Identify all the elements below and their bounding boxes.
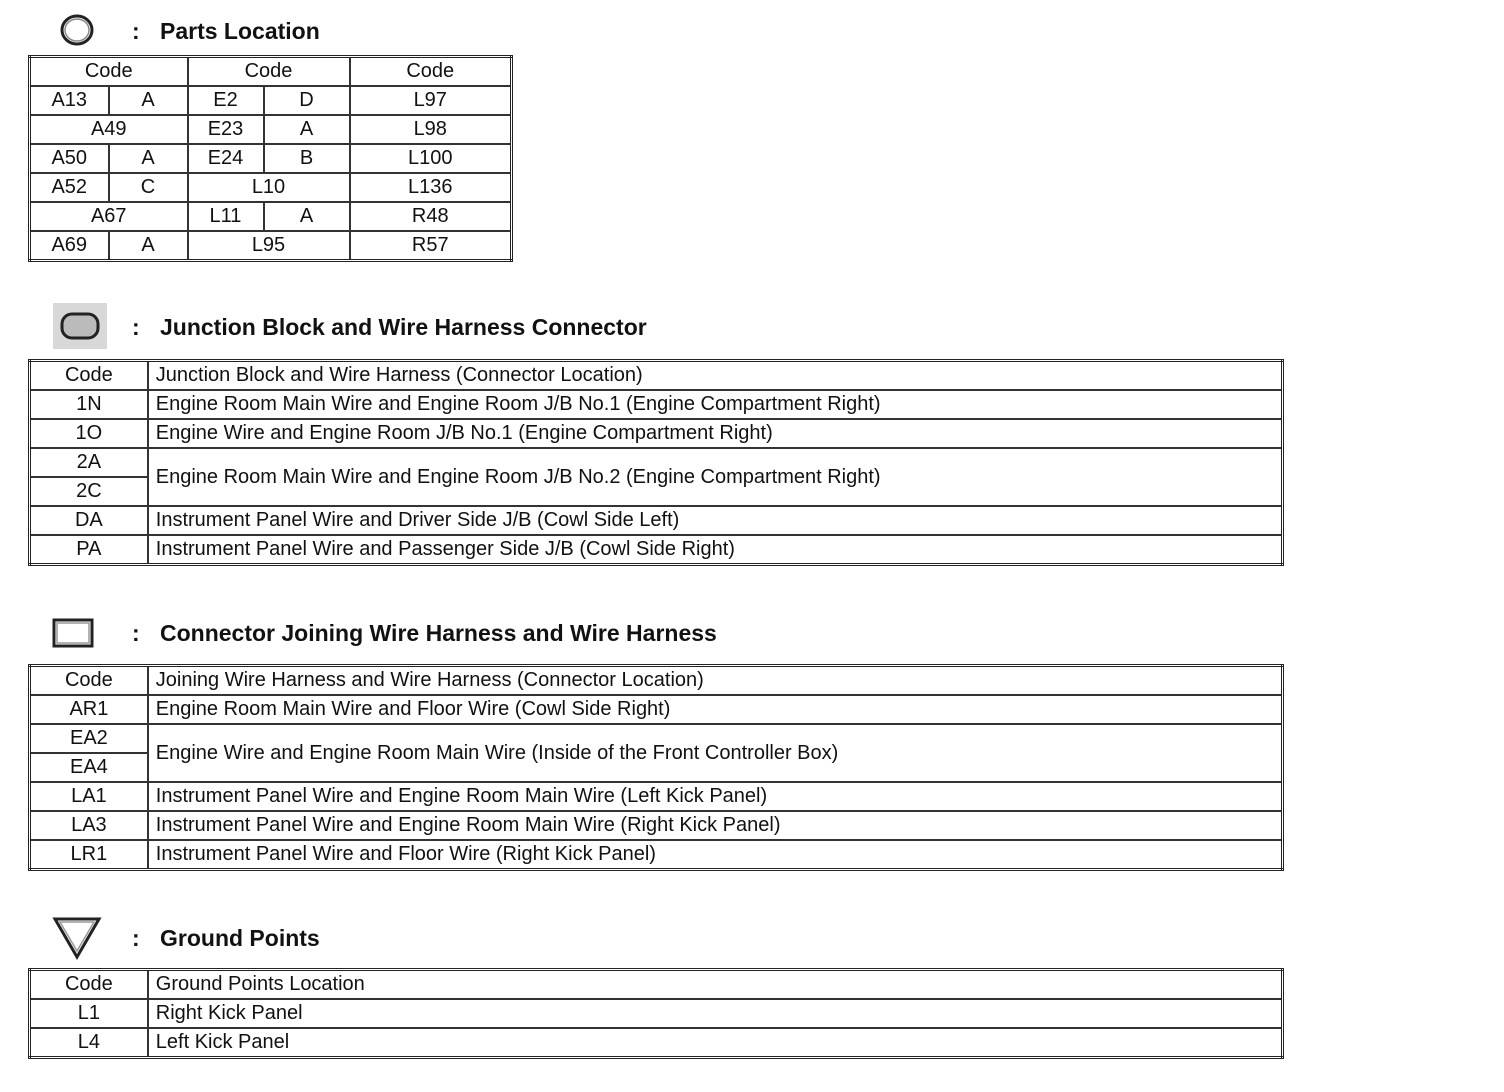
table-row <box>30 535 1283 565</box>
column-header-location: Junction Block and Wire Harness (Connector Location) <box>148 361 1283 391</box>
table-row <box>30 202 512 231</box>
rectangle-icon <box>52 616 96 650</box>
table-row <box>30 86 512 115</box>
variant-cell: A <box>264 115 350 144</box>
code-cell: A52 <box>30 173 109 202</box>
heading-colon: : <box>132 925 140 951</box>
location-cell: Engine Room Main Wire and Floor Wire (Cowl Side Right) <box>148 695 1283 724</box>
code-cell: L97 <box>350 86 512 115</box>
variant-cell: C <box>109 173 188 202</box>
table-header-row <box>30 970 1283 1000</box>
code-cell: A67 <box>30 202 188 231</box>
location-cell: Right Kick Panel <box>148 999 1283 1028</box>
column-header-code: Code <box>30 57 188 87</box>
location-cell: Instrument Panel Wire and Passenger Side J/B (Cowl Side Right) <box>148 535 1283 565</box>
code-cell: L136 <box>350 173 512 202</box>
column-header-code: Code <box>30 970 148 1000</box>
location-cell: Engine Room Main Wire and Engine Room J/B No.1 (Engine Compartment Right) <box>148 390 1283 419</box>
column-header-code: Code <box>30 666 148 696</box>
variant-cell: B <box>264 144 350 173</box>
code-cell: A13 <box>30 86 109 115</box>
table-row <box>30 811 1283 840</box>
table-row <box>30 840 1283 870</box>
code-cell: A49 <box>30 115 188 144</box>
table-row <box>30 724 1283 753</box>
code-cell: DA <box>30 506 148 535</box>
code-cell: E23 <box>188 115 264 144</box>
code-cell: LA1 <box>30 782 148 811</box>
section-title: Ground Points <box>160 925 320 951</box>
column-header-code: Code <box>350 57 512 87</box>
column-header-code: Code <box>30 361 148 391</box>
parts-location-heading <box>0 10 1300 50</box>
section-title: Parts Location <box>160 18 320 44</box>
variant-cell: A <box>109 144 188 173</box>
table-row <box>30 506 1283 535</box>
location-cell: Engine Room Main Wire and Engine Room J/B No.2 (Engine Compartment Right) <box>148 448 1283 506</box>
table-row <box>30 115 512 144</box>
heading-colon: : <box>132 620 140 646</box>
column-header-location: Joining Wire Harness and Wire Harness (Connector Location) <box>148 666 1283 696</box>
location-cell: Instrument Panel Wire and Engine Room Main Wire (Right Kick Panel) <box>148 811 1283 840</box>
table-row <box>30 1028 1283 1058</box>
code-cell: A69 <box>30 231 109 261</box>
column-header-location: Ground Points Location <box>148 970 1283 1000</box>
code-cell: 2A <box>30 448 148 477</box>
table-row <box>30 999 1283 1028</box>
junction-block-heading <box>0 306 1300 346</box>
code-cell: E2 <box>188 86 264 115</box>
code-cell: L1 <box>30 999 148 1028</box>
table-row <box>30 144 512 173</box>
code-cell: LR1 <box>30 840 148 870</box>
code-cell: PA <box>30 535 148 565</box>
rounded-rect-shaded-icon <box>52 302 108 350</box>
circle-icon <box>58 12 96 48</box>
code-cell: L4 <box>30 1028 148 1058</box>
table-header-row <box>30 57 512 87</box>
column-header-code: Code <box>188 57 350 87</box>
heading-colon: : <box>132 314 140 340</box>
code-cell: L11 <box>188 202 264 231</box>
code-cell: EA2 <box>30 724 148 753</box>
code-cell: E24 <box>188 144 264 173</box>
connector-joining-heading <box>0 612 1300 652</box>
location-cell: Engine Wire and Engine Room Main Wire (Inside of the Front Controller Box) <box>148 724 1283 782</box>
table-header-row <box>30 666 1283 696</box>
code-cell: 1O <box>30 419 148 448</box>
code-cell: R48 <box>350 202 512 231</box>
variant-cell: A <box>109 231 188 261</box>
location-cell: Left Kick Panel <box>148 1028 1283 1058</box>
table-row <box>30 231 512 261</box>
code-cell: A50 <box>30 144 109 173</box>
code-cell: 1N <box>30 390 148 419</box>
code-cell: L98 <box>350 115 512 144</box>
junction-block-table <box>28 359 1284 566</box>
table-row <box>30 173 512 202</box>
connector-joining-table <box>28 664 1284 871</box>
table-header-row <box>30 361 1283 391</box>
parts-location-table <box>28 55 513 262</box>
variant-cell: D <box>264 86 350 115</box>
table-row <box>30 390 1283 419</box>
triangle-down-icon <box>52 915 102 961</box>
table-row <box>30 782 1283 811</box>
variant-cell: A <box>109 86 188 115</box>
table-row <box>30 448 1283 477</box>
section-title: Connector Joining Wire Harness and Wire Harness <box>160 620 717 646</box>
location-cell: Engine Wire and Engine Room J/B No.1 (Engine Compartment Right) <box>148 419 1283 448</box>
location-cell: Instrument Panel Wire and Engine Room Main Wire (Left Kick Panel) <box>148 782 1283 811</box>
ground-points-heading <box>0 917 1300 957</box>
code-cell: L10 <box>188 173 350 202</box>
location-cell: Instrument Panel Wire and Driver Side J/B (Cowl Side Left) <box>148 506 1283 535</box>
code-cell: L95 <box>188 231 350 261</box>
code-cell: EA4 <box>30 753 148 782</box>
code-cell: R57 <box>350 231 512 261</box>
code-cell: AR1 <box>30 695 148 724</box>
variant-cell: A <box>264 202 350 231</box>
code-cell: LA3 <box>30 811 148 840</box>
table-row <box>30 695 1283 724</box>
ground-points-table <box>28 968 1284 1059</box>
table-row <box>30 419 1283 448</box>
code-cell: L100 <box>350 144 512 173</box>
section-title: Junction Block and Wire Harness Connector <box>160 314 647 340</box>
heading-colon: : <box>132 18 140 44</box>
code-cell: 2C <box>30 477 148 506</box>
location-cell: Instrument Panel Wire and Floor Wire (Right Kick Panel) <box>148 840 1283 870</box>
